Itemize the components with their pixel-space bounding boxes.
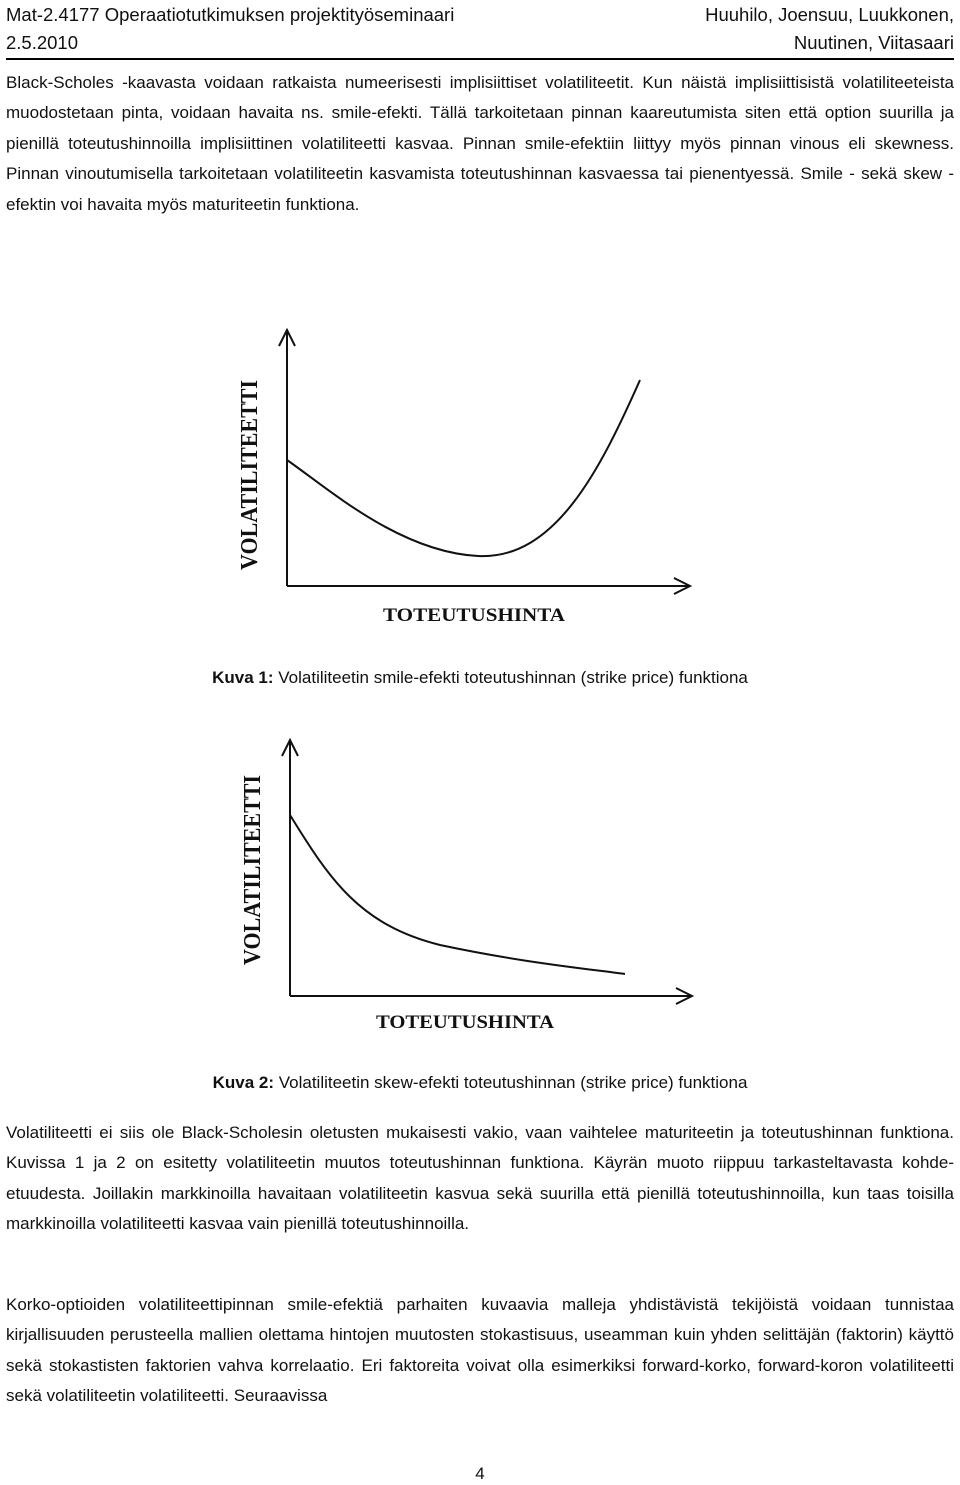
page-header <box>6 0 954 60</box>
y-axis-label: VOLATILITEETTI <box>237 362 263 570</box>
figure-2-axes <box>282 740 692 1004</box>
intro-text: Black-Scholes -kaavasta voidaan ratkaista numeerisesti implisiittiset volatiliteetit. Kun näistä implisiittisistä volatiliteeteista muodostetaan pinta, voidaan havaita ns. smile-efekti. Tällä tarkoitetaan pinnan kaareutumista siten että option suurilla ja pienillä toteutushinnoilla implisiittinen volatiliteetti kasvaa. Pinnan smile-efektiin liittyy myös pinnan vinous eli skewness. Pinnan vinoutumisella tarkoitetaan volatiliteetin kasvamista toteutushinnan kasvaessa tai pienentyessä. Smile - sekä skew - efektin voi havaita myös maturiteetin funktiona. <box>6 73 954 214</box>
header-left <box>6 1 454 57</box>
authors-line-1: Huuhilo, Joensuu, Luukkonen, <box>705 4 954 25</box>
page-number: 4 <box>475 1464 485 1483</box>
caption-text: Volatiliteetin smile-efekti toteutushinnan (strike price) funktiona <box>278 668 748 687</box>
x-axis-label: TOTEUTUSHINTA <box>376 1012 555 1033</box>
caption-prefix: Kuva 1: <box>212 668 274 687</box>
figure-2-skew-chart <box>0 730 960 1035</box>
body-text-2: Korko-optioiden volatiliteettipinnan smile-efektiä parhaiten kuvaavia malleja yhdistävistä tekijöistä voidaan tunnistaa kirjallisuuden perusteella mallien olettama hintojen muutosten stokastisuus, useamman kuin yhden selittäjän (faktorin) käyttö sekä stokastisten faktorien vahva korrelaatio. Eri faktoreita voivat olla esimerkiksi forward-korko, forward-koron volatiliteetti sekä volatiliteetin volatiliteetti. Seuraavissa <box>6 1295 954 1406</box>
body-text-1: Volatiliteetti ei siis ole Black-Scholesin oletusten mukaisesti vakio, vaan vaihtelee maturiteetin ja toteutushinnan funktiona. Kuvissa 1 ja 2 on esitetty volatiliteetin muutos toteutushinnan funktiona. Käyrän muoto riippuu tarkasteltavasta kohde-etuudesta. Joillakin markkinoilla havaitaan volatiliteetin kasvua sekä suurilla että pienillä toteutushinnoilla, kun taas toisilla markkinoilla volatiliteetti kasvaa vain pienillä toteutushinnoilla. <box>6 1123 954 1234</box>
smile-curve <box>287 380 640 556</box>
figure-1-axes <box>279 330 690 594</box>
figure-2-caption <box>0 1071 960 1095</box>
x-axis-label: TOTEUTUSHINTA <box>383 605 566 626</box>
document-date: 2.5.2010 <box>6 32 79 53</box>
header-right <box>705 1 954 57</box>
body-paragraph-1 <box>6 1118 954 1240</box>
skew-curve <box>290 815 625 974</box>
authors-line-2: Nuutinen, Viitasaari <box>793 32 954 53</box>
caption-prefix: Kuva 2: <box>212 1073 274 1092</box>
figure-1-smile-chart <box>0 320 960 632</box>
y-axis-label: VOLATILITEETTI <box>240 757 266 965</box>
course-title: Mat-2.4177 Operaatiotutkimuksen projektityöseminaari <box>6 4 455 25</box>
figure-1-caption <box>0 666 960 690</box>
body-paragraph-2 <box>6 1290 954 1412</box>
intro-paragraph <box>6 68 954 220</box>
caption-text: Volatiliteetin skew-efekti toteutushinnan (strike price) funktiona <box>278 1073 748 1092</box>
